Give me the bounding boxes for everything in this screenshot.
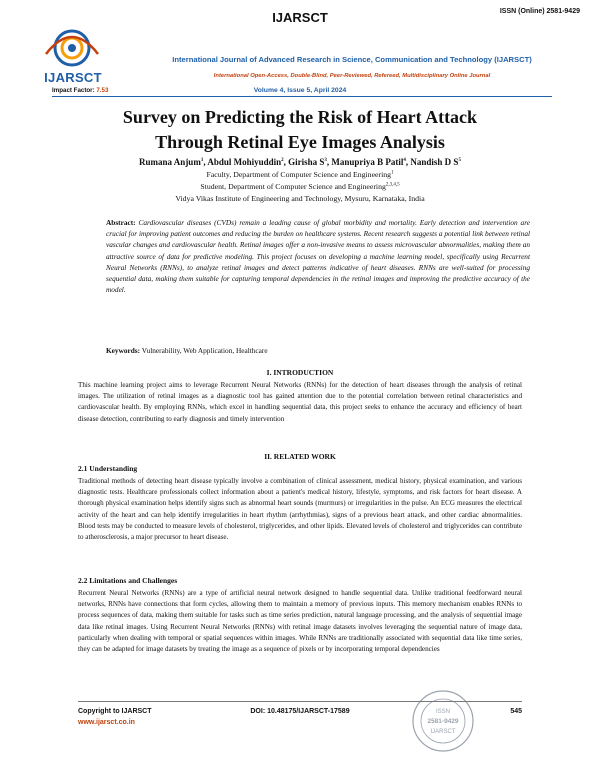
author-list bbox=[40, 157, 560, 167]
page-number: 545 bbox=[510, 708, 522, 715]
author: Nandish D $S^5$ bbox=[410, 157, 461, 167]
abstract-label: Abstract: bbox=[106, 218, 136, 227]
keywords-text: Vulnerability, Web Application, Healthcare bbox=[141, 346, 268, 355]
author: Abdul Mohiyuddin$^2$, bbox=[207, 157, 289, 167]
stamp-bottom: IJARSCT bbox=[430, 729, 456, 735]
section-heading-related-work: II. RELATED WORK bbox=[264, 452, 336, 461]
limitations-text: Recurrent Neural Networks (RNNs) are a type of artificial neural network designed to handle sequential data. Unlike traditional feedforward neural networks, RNNs have connections that form cycles, allowing them to maintain a memory of previous inputs. This memory mechanism enables RNNs to process sequences of data, making them suitable for tasks such as time series prediction, natural language processing, and the analysis of sequential image data like retinal images. Using Recurrent Neural Networks (RNNs) with retinal image datasets involves leveraging the sequential nature of image data, particularly when dealing with temporal or spatial sequences within images. While RNNs are traditionally associated with sequential data like time series, they can be adapted for image datasets by treating the image as a sequence of pixels or by incorporating temporal dependencies bbox=[78, 589, 522, 654]
doi: DOI: 10.48175/IJARSCT-17589 bbox=[250, 708, 350, 715]
stamp-top: ISSN bbox=[435, 709, 451, 715]
keywords bbox=[106, 346, 530, 355]
copyright: Copyright to IJARSCT bbox=[78, 708, 152, 715]
footer-rule bbox=[78, 701, 522, 702]
abstract-text: Cardiovascular diseases (CVDs) remain a leading cause of global morbidity and mortality. Early detection and intervention are crucial for improving patient outcomes and reducing the burden on healthcare systems. Recent research suggests a potential link between retinal vascular changes and cardiovascular health. Retinal images offer a non-invasive means to assess microvascular abnormalities, making them an attractive source of data for predictive modeling. This project focuses on developing a machine learning model, specifically using Recurrent Neural Networks (RNNs), to analyze retinal images and detect patterns indicative of heart diseases. RNNs are well-suited for processing sequential data, making them suitable for capturing temporal dependencies in the retinal images and improving the predictive accuracy of the model. bbox=[106, 218, 531, 295]
journal-name: International Journal of Advanced Research in Science, Communication and Technology (IJARSCT) bbox=[172, 55, 532, 64]
logo-text: IJARSCT bbox=[44, 70, 102, 85]
introduction-text: This machine learning project aims to leverage Recurrent Neural Networks (RNNs) for the detection of heart diseases through the analysis of retinal images. The utilization of retinal images as a diagnostic tool has gained attention due to the potential correlation between retinal characteristics and cardiovascular health. By employing RNNs, which excel in handling sequential data, this project seeks to enhance the accuracy and efficiency of heart disease detection, contributing to early diagnosis and timely intervention bbox=[78, 381, 522, 423]
author: Girisha $S^3$, bbox=[288, 157, 332, 167]
author: Rumana Anjum$^1$, bbox=[139, 157, 208, 167]
journal-subtitle: International Open-Access, Double-Blind, Peer-Reviewed, Refereed, Multidisciplinary Online Journal bbox=[213, 73, 491, 79]
ijarsct-stamp bbox=[410, 688, 476, 754]
abstract bbox=[106, 217, 530, 295]
understanding-text: Traditional methods of detecting heart disease typically involve a combination of clinical assessment, medical history, physical examination, and various diagnostic tests. Healthcare professionals collect information about a patient's medical history, lifestyle, symptoms, and risk factors for heart disease. A thorough physical examination helps identify signs such as abnormal heart sounds (murmurs) or irregularities in the pulse. An ECG measures the electrical activity of the heart and can help identify irregularities in heart rhythm (arrhythmias), signs of a previous heart attack, and other cardiac abnormalities. Blood tests may be conducted to measure levels of cholesterol, triglycerides, and other lipids. Elevated levels of cholesterol and triglycerides can contribute to atherosclerosis, a major precursor to heart disease. bbox=[78, 477, 522, 542]
impact-label: Impact Factor: bbox=[52, 87, 97, 94]
title-line-1: Survey on Predicting the Risk of Heart Attack bbox=[122, 107, 478, 127]
affiliation-1: Faculty, Department of Computer Science and Engineering$^1$ bbox=[206, 170, 394, 179]
impact-value: 7.53 bbox=[96, 87, 109, 94]
section-heading-introduction: I. INTRODUCTION bbox=[266, 368, 334, 377]
paper-title bbox=[40, 105, 560, 155]
volume-issue: Volume 4, Issue 5, April 2024 bbox=[253, 87, 347, 94]
issn-label: ISSN (Online) 2581-9429 bbox=[499, 8, 580, 15]
author: Manupriya B Patil$^4$, bbox=[331, 157, 411, 167]
stamp-mid: 2581-9429 bbox=[427, 718, 459, 725]
title-line-2: Through Retinal Eye Images Analysis bbox=[155, 132, 445, 152]
subsection-heading-understanding: 2.1 Understanding bbox=[78, 464, 138, 473]
subsection-heading-limitations: 2.2 Limitations and Challenges bbox=[78, 576, 178, 585]
site-link[interactable]: www.ijarsct.co.in bbox=[78, 719, 135, 726]
header-rule bbox=[52, 96, 552, 97]
affiliation-3: Vidya Vikas Institute of Engineering and Technology, Mysuru, Karnataka, India bbox=[175, 194, 425, 203]
site-title: IJARSCT bbox=[272, 10, 328, 25]
affiliation-2: Student, Department of Computer Science and Engineering$^{2,3,4,5}$ bbox=[200, 182, 400, 191]
keywords-label: Keywords: bbox=[106, 346, 141, 355]
